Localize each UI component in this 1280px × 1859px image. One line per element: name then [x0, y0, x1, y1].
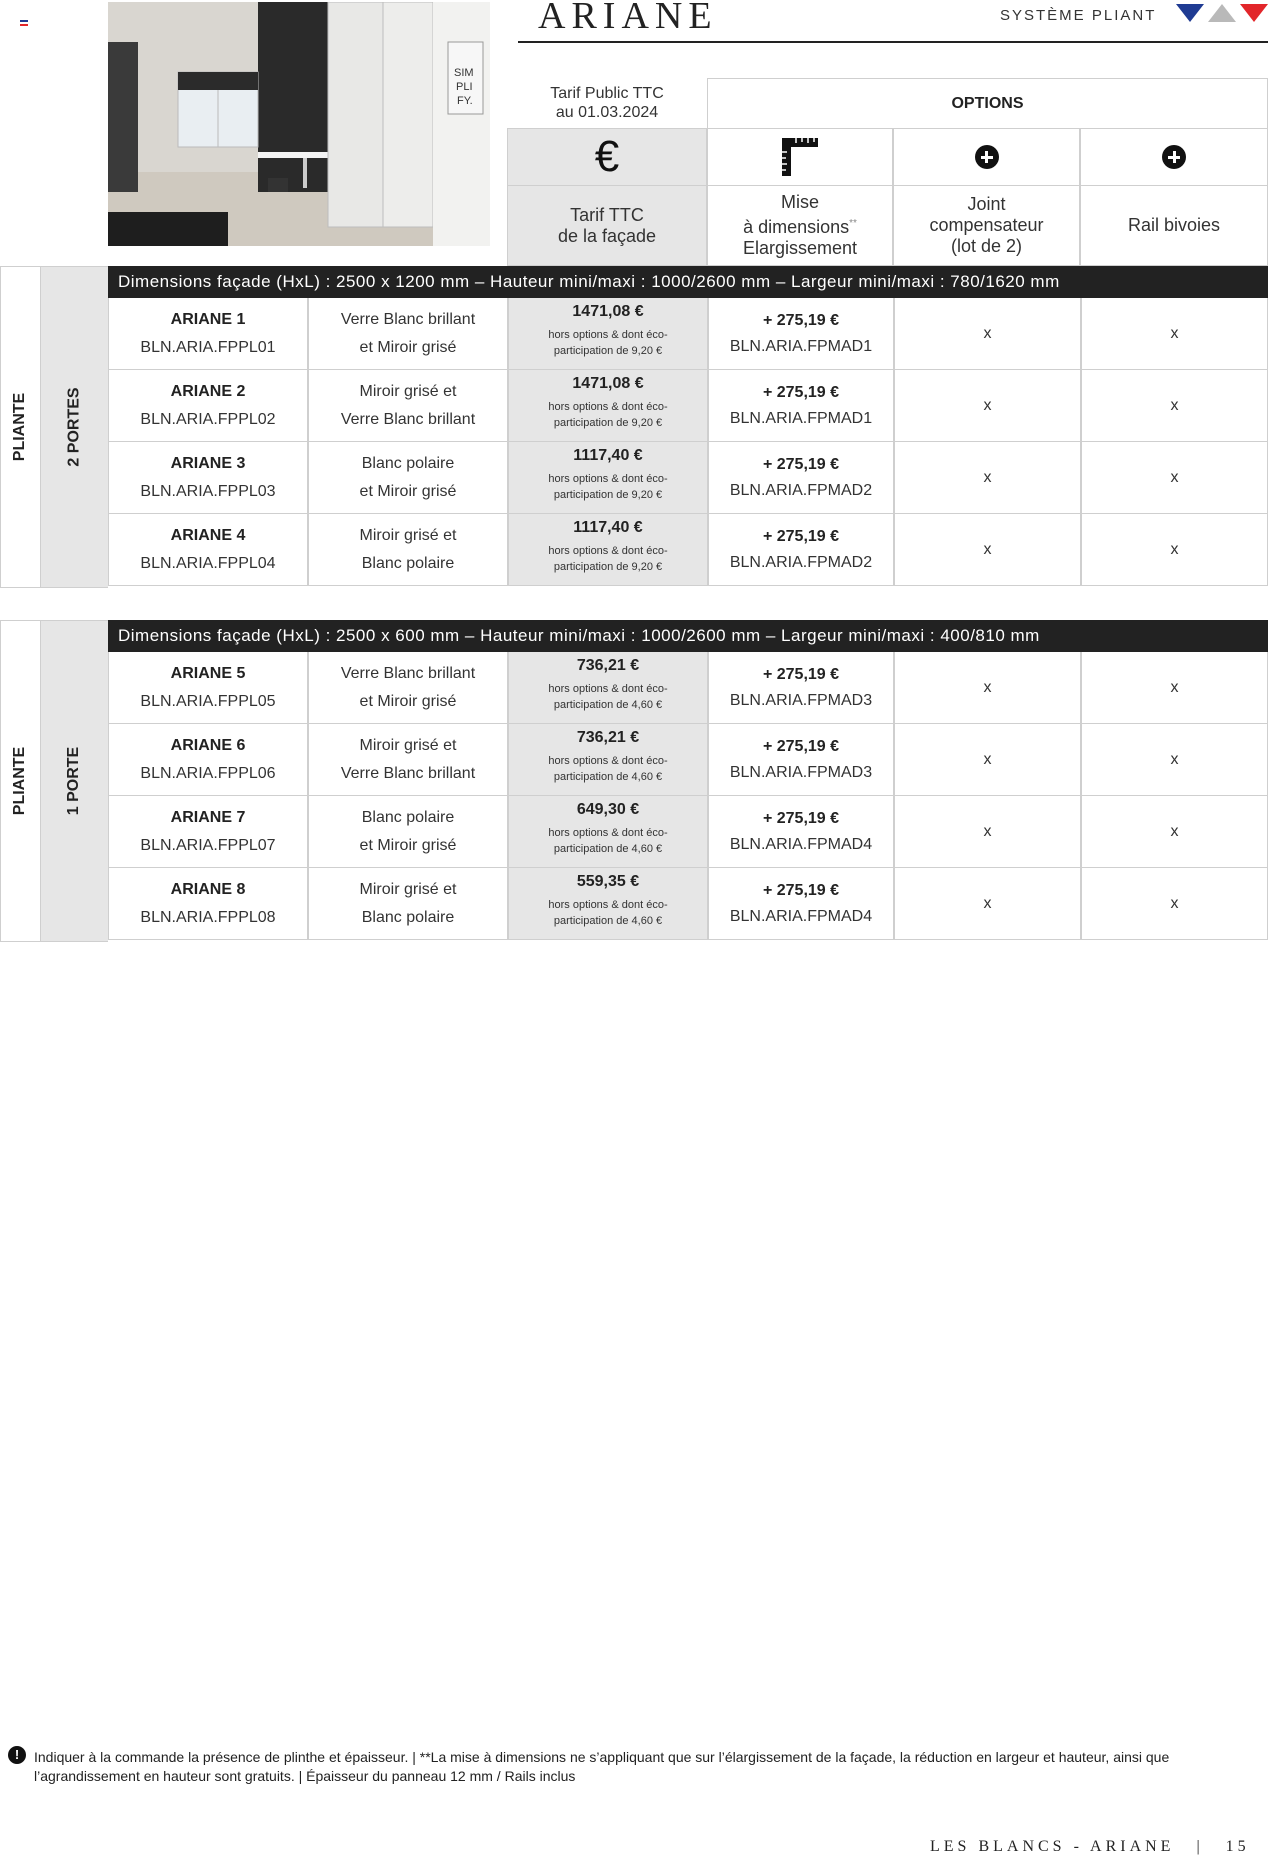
model-cell [108, 868, 308, 940]
plus-circle-icon [893, 128, 1080, 186]
price-cell [508, 724, 708, 796]
mise-price: + 275,19 € [762, 809, 840, 827]
price-value: 1117,40 € [573, 446, 643, 464]
model-ref: BLN.ARIA.FPPL07 [140, 836, 276, 854]
model-name: ARIANE 2 [170, 382, 246, 400]
model-cell [108, 724, 308, 796]
col-header-joint: Joint compensateur (lot de 2) [893, 185, 1080, 266]
joint-mark: x [983, 822, 992, 840]
table-row [108, 724, 1268, 796]
title-rule [518, 41, 1268, 43]
mise-ref: BLN.ARIA.FPMAD1 [729, 409, 873, 427]
ruler-square-icon [707, 128, 893, 186]
material-line: Verre Blanc brillant [340, 410, 476, 428]
rail-cell [1081, 868, 1268, 940]
footnote: Indiquer à la commande la présence de plinthe et épaisseur. | **La mise à dimensions ne s’appliquant que sur l’élargissement de la façade, la réduction en largeur et hauteur, ainsi que l’agrandissement en hauteur sont gratuits. | Épaisseur du panneau 12 mm / Rails inclus [34, 1749, 1170, 1784]
rail-cell [1081, 298, 1268, 370]
euro-icon: € [507, 128, 707, 186]
mise-price: + 275,19 € [762, 881, 840, 899]
model-name: ARIANE 5 [170, 664, 246, 682]
plus-circle-icon [1080, 128, 1268, 186]
mise-cell [708, 724, 894, 796]
mise-ref: BLN.ARIA.FPMAD3 [729, 691, 873, 709]
svg-text:PLI: PLI [456, 81, 473, 93]
price-note: hors options & dont éco- participation de 9,20 € [548, 328, 668, 357]
model-name: ARIANE 6 [170, 736, 246, 754]
material-line: Blanc polaire [361, 808, 455, 826]
flag-mini-icon [20, 20, 28, 26]
material-cell [308, 868, 508, 940]
price-value: 736,21 € [576, 728, 640, 746]
mise-price: + 275,19 € [762, 383, 840, 401]
rail-mark: x [1170, 750, 1179, 768]
joint-cell [894, 370, 1081, 442]
model-cell [108, 370, 308, 442]
mise-ref: BLN.ARIA.FPMAD2 [729, 553, 873, 571]
material-line: et Miroir grisé [359, 692, 457, 710]
model-ref: BLN.ARIA.FPPL03 [140, 482, 276, 500]
photo-poster-text: SIM [454, 67, 474, 79]
joint-mark: x [983, 324, 992, 342]
price-value: 649,30 € [576, 800, 640, 818]
joint-cell [894, 796, 1081, 868]
product-photo [108, 2, 490, 246]
mise-price: + 275,19 € [762, 665, 840, 683]
joint-cell [894, 514, 1081, 586]
material-cell [308, 724, 508, 796]
col-header-rail: Rail bivoies [1080, 185, 1268, 266]
mise-ref: BLN.ARIA.FPMAD4 [729, 907, 873, 925]
material-line: Miroir grisé et [359, 880, 457, 898]
rail-mark: x [1170, 540, 1179, 558]
material-cell [308, 442, 508, 514]
rail-mark: x [1170, 396, 1179, 414]
material-line: Verre Blanc brillant [340, 310, 476, 328]
dimensions-band: Dimensions façade (HxL) : 2500 x 600 mm – Hauteur mini/maxi : 1000/2600 mm – Largeur mini/maxi : 400/810 mm [108, 620, 1268, 652]
joint-mark: x [983, 894, 992, 912]
mise-cell [708, 370, 894, 442]
price-note: hors options & dont éco- participation de 4,60 € [548, 754, 668, 783]
rail-cell [1081, 514, 1268, 586]
svg-text:FY.: FY. [457, 95, 473, 107]
table-row [108, 514, 1268, 586]
price-value: 736,21 € [576, 656, 640, 674]
price-note: hors options & dont éco- participation de 9,20 € [548, 544, 668, 573]
dimensions-band: Dimensions façade (HxL) : 2500 x 1200 mm – Hauteur mini/maxi : 1000/2600 mm – Largeur mini/maxi : 780/1620 mm [108, 266, 1268, 298]
material-line: Blanc polaire [361, 554, 455, 572]
model-ref: BLN.ARIA.FPPL04 [140, 554, 276, 572]
mise-cell [708, 298, 894, 370]
rail-mark: x [1170, 822, 1179, 840]
price-cell [508, 442, 708, 514]
material-line: Blanc polaire [361, 454, 455, 472]
section-side-label: PLIANTE [0, 266, 41, 588]
table-row [108, 868, 1268, 940]
rail-cell [1081, 370, 1268, 442]
rail-cell [1081, 442, 1268, 514]
mise-cell [708, 868, 894, 940]
material-line: Miroir grisé et [359, 382, 457, 400]
price-note: hors options & dont éco- participation de 9,20 € [548, 472, 668, 501]
model-ref: BLN.ARIA.FPPL06 [140, 764, 276, 782]
page-footer [930, 1838, 1250, 1856]
material-line: Verre Blanc brillant [340, 664, 476, 682]
price-cell [508, 868, 708, 940]
model-cell [108, 652, 308, 724]
model-cell [108, 442, 308, 514]
material-cell [308, 652, 508, 724]
price-value: 1471,08 € [572, 374, 644, 392]
mise-ref: BLN.ARIA.FPMAD3 [729, 763, 873, 781]
price-value: 1471,08 € [572, 302, 644, 320]
joint-cell [894, 298, 1081, 370]
brand-triangles-icon [1176, 4, 1268, 24]
material-line: et Miroir grisé [359, 836, 457, 854]
price-value: 559,35 € [576, 872, 640, 890]
price-cell [508, 796, 708, 868]
joint-mark: x [983, 540, 992, 558]
table-row [108, 370, 1268, 442]
joint-mark: x [983, 468, 992, 486]
tarif-public-label: Tarif Public TTC au 01.03.2024 [550, 85, 664, 121]
joint-mark: x [983, 750, 992, 768]
price-value: 1117,40 € [573, 518, 643, 536]
rail-cell [1081, 724, 1268, 796]
rail-mark: x [1170, 324, 1179, 342]
system-subtitle: SYSTÈME PLIANT [1000, 7, 1157, 24]
table-row [108, 442, 1268, 514]
mise-cell [708, 442, 894, 514]
mise-cell [708, 514, 894, 586]
price-note: hors options & dont éco- participation de 4,60 € [548, 682, 668, 711]
model-ref: BLN.ARIA.FPPL01 [140, 338, 276, 356]
material-line: Miroir grisé et [359, 736, 457, 754]
price-cell [508, 514, 708, 586]
model-cell [108, 796, 308, 868]
col-header-tarif: Tarif TTC de la façade [507, 185, 707, 266]
table-row [108, 652, 1268, 724]
warning-icon: ! [8, 1746, 26, 1764]
model-name: ARIANE 3 [170, 454, 246, 472]
col-header-mise: Mise à dimensions** Elargissement [707, 185, 893, 266]
mise-price: + 275,19 € [762, 455, 840, 473]
model-cell [108, 298, 308, 370]
rail-cell [1081, 652, 1268, 724]
options-header: OPTIONS [707, 78, 1268, 129]
material-cell [308, 796, 508, 868]
page-footer-label: LES BLANCS - ARIANE [930, 1838, 1175, 1855]
model-ref: BLN.ARIA.FPPL02 [140, 410, 276, 428]
rail-cell [1081, 796, 1268, 868]
model-name: ARIANE 8 [170, 880, 246, 898]
price-cell [508, 652, 708, 724]
mise-ref: BLN.ARIA.FPMAD1 [729, 337, 873, 355]
section-doors-label: 1 PORTE [41, 620, 108, 942]
joint-mark: x [983, 678, 992, 696]
mise-ref: BLN.ARIA.FPMAD2 [729, 481, 873, 499]
price-cell [508, 298, 708, 370]
rail-mark: x [1170, 678, 1179, 696]
model-ref: BLN.ARIA.FPPL08 [140, 908, 276, 926]
page-footer-separator: | [1196, 1838, 1204, 1855]
price-note: hors options & dont éco- participation de 4,60 € [548, 898, 668, 927]
mise-price: + 275,19 € [762, 311, 840, 329]
mise-cell [708, 796, 894, 868]
material-line: et Miroir grisé [359, 482, 457, 500]
price-note: hors options & dont éco- participation de 9,20 € [548, 400, 668, 429]
joint-cell [894, 868, 1081, 940]
mise-price: + 275,19 € [762, 527, 840, 545]
material-cell [308, 370, 508, 442]
room-illustration [108, 2, 490, 246]
page-title: ARIANE [538, 0, 718, 37]
joint-mark: x [983, 396, 992, 414]
mise-ref: BLN.ARIA.FPMAD4 [729, 835, 873, 853]
model-name: ARIANE 1 [170, 310, 246, 328]
table-row [108, 298, 1268, 370]
table-row [108, 796, 1268, 868]
mise-cell [708, 652, 894, 724]
model-cell [108, 514, 308, 586]
section-side-label: PLIANTE [0, 620, 41, 942]
model-name: ARIANE 4 [170, 526, 246, 544]
model-name: ARIANE 7 [170, 808, 246, 826]
page-number: 15 [1225, 1838, 1250, 1855]
joint-cell [894, 724, 1081, 796]
price-cell [508, 370, 708, 442]
model-ref: BLN.ARIA.FPPL05 [140, 692, 276, 710]
material-cell [308, 298, 508, 370]
rail-mark: x [1170, 468, 1179, 486]
material-line: et Miroir grisé [359, 338, 457, 356]
material-cell [308, 514, 508, 586]
joint-cell [894, 652, 1081, 724]
section-doors-label: 2 PORTES [41, 266, 108, 588]
price-note: hors options & dont éco- participation de 4,60 € [548, 826, 668, 855]
material-line: Blanc polaire [361, 908, 455, 926]
mise-price: + 275,19 € [762, 737, 840, 755]
material-line: Verre Blanc brillant [340, 764, 476, 782]
material-line: Miroir grisé et [359, 526, 457, 544]
rail-mark: x [1170, 894, 1179, 912]
joint-cell [894, 442, 1081, 514]
